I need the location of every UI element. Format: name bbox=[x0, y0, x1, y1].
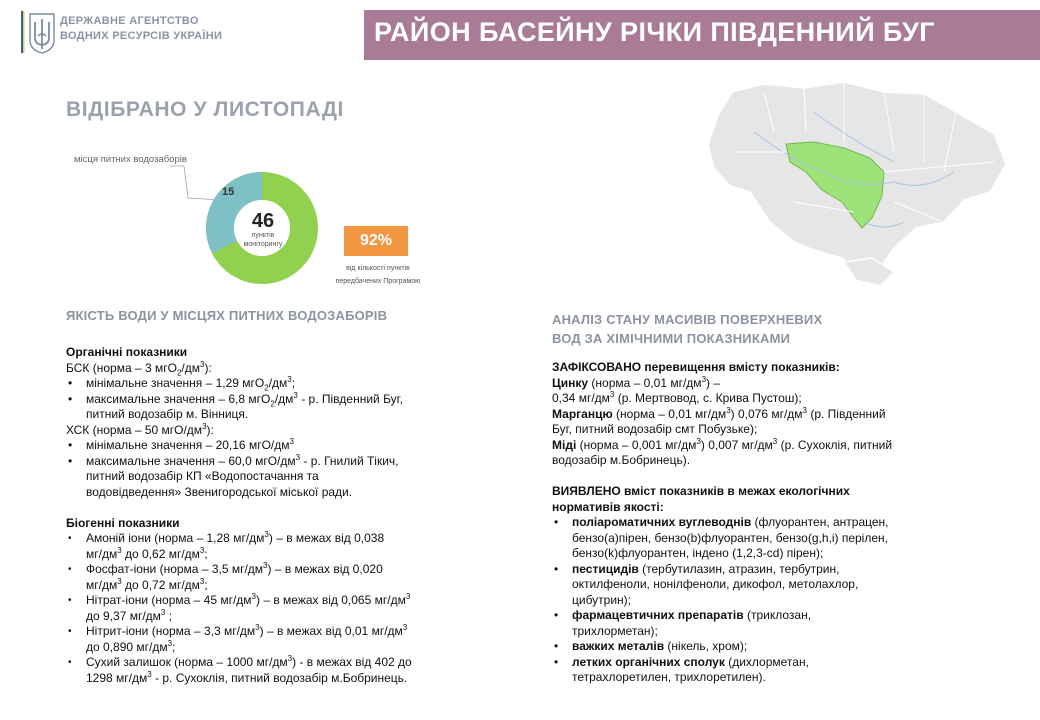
percent-caption bbox=[326, 262, 430, 288]
agency-name bbox=[60, 14, 222, 44]
right-heading-line-2: ВОД ЗА ХІМІЧНИМИ ПОКАЗНИКАМИ bbox=[552, 331, 791, 346]
selected-heading: ВІДІБРАНО У ЛИСТОПАДІ bbox=[66, 98, 344, 121]
pharma-item: • фармацевтичних препаратів (триклозан, трихлорметан); bbox=[552, 608, 992, 639]
biogenic-title: Біогенні показники bbox=[66, 515, 180, 530]
total-count: 46 bbox=[251, 210, 275, 232]
drinking-count: 15 bbox=[222, 186, 235, 198]
nitrite: • Нітрит-іони (норма – 3,3 $мг/дм^3$) – в межах від 0,01 $мг/дм^3$ до 0,890 $мг/дм^3$; bbox=[66, 624, 506, 655]
voc-item: • летких органічних сполук (дихлорметан, тетрахлоретилен, трихлоретилен). bbox=[552, 655, 992, 686]
percent-caption-2: передбачених Програмою bbox=[335, 278, 421, 285]
agency-line-2: ВОДНИХ РЕСУРСІВ УКРАЇНИ bbox=[60, 30, 223, 42]
dry-residue: • Сухий залишок (норма – 1000 $мг/дм^3$) - в межах від 402 до 1298 $мг/дм^3$ - р. Сухоклія, питний водозабір м.Бобринець. bbox=[66, 655, 506, 686]
phosphate: • Фосфат-іони (норма – 3,5 $мг/дм^3$) – в межах від 0,020 $мг/дм^3$ до 0,72 $мг/дм^3$; bbox=[66, 562, 506, 593]
bsk-title: БСК (норма – 3 $мгО_2/дм^3$): bbox=[66, 359, 212, 377]
found-title-1: ВИЯВЛЕНО вміст показників в межах екологічних bbox=[552, 484, 850, 498]
percent-badge: 92% bbox=[344, 226, 408, 256]
right-heading-line-1: АНАЛІЗ СТАНУ МАСИВІВ ПОВЕРХНЕВИХ bbox=[552, 312, 823, 327]
xsk-min: • мінімальне значення – 20,16 мгО/$дм^3$ bbox=[66, 438, 506, 454]
total-caption bbox=[231, 231, 295, 249]
copper-line-2: водозабір м.Бобринець). bbox=[552, 453, 691, 467]
pesticides-item: • пестицидів (тербутилазин, атразин, тербутрин, октилфеноли, нонілфеноли, дикофол, метолахлор, цибутрин); bbox=[552, 562, 992, 609]
zinc-line-2: 0,34 $мг/дм^3$ (р. Мертвовод, с. Крива Пустош); bbox=[552, 390, 802, 405]
right-content bbox=[552, 360, 992, 686]
organic-title: Органічні показники bbox=[66, 345, 188, 359]
trident-emblem-icon bbox=[20, 10, 56, 54]
xsk-title: ХСК (норма – 50 мгО/$дм^3$): bbox=[66, 421, 214, 437]
bsk-min: • мінімальне значення – 1,29 $мгО_2/дм^3$; bbox=[66, 376, 506, 392]
metals-item: • важких металів (нікель, хром); bbox=[552, 639, 992, 655]
manganese-line-2: Буг, питний водозабір смт Побузьке); bbox=[552, 422, 758, 436]
page-title: РАЙОН БАСЕЙНУ РІЧКИ ПІВДЕННИЙ БУГ bbox=[374, 17, 935, 47]
nitrate: • Нітрат-іони (норма – 45 $мг/дм^3$) – в межах від 0,065 $мг/дм^3$ до 9,37 $мг/дм^3$ ; bbox=[66, 593, 506, 624]
percent-caption-1: від кількості пунктів bbox=[346, 265, 410, 272]
pah-item: • поліароматичних вуглеводнів (флуорантен, антрацен, бензо(а)пірен, бензо(b)флуорантен, бензо(g,h,i) перілен, бензо(k)флуорантен, індено (1,2,3-cd) пірен); bbox=[552, 515, 992, 562]
left-section-heading: ЯКІСТЬ ВОДИ У МІСЦЯХ ПИТНИХ ВОДОЗАБОРІВ bbox=[66, 308, 388, 323]
ammonium: • Амоній іони (норма – 1,28 $мг/дм^3$) – в межах від 0,038 $мг/дм^3$ до 0,62 $мг/дм^3$; bbox=[66, 531, 506, 562]
xsk-max: • максимальне значення – 60,0 мгО/$дм^3$ - р. Гнилий Тікич, питний водозабір КП «Водопостачання та водовідведення» Звенигородської міської ради. bbox=[66, 454, 506, 501]
manganese-line-1: Марганцю (норма – 0,01 $мг/дм^3$) 0,076 $мг/дм^3$ (р. Південний bbox=[552, 405, 886, 421]
total-caption-2: моніторингу bbox=[243, 241, 283, 248]
fixed-title: ЗАФІКСОВАНО перевищення вмісту показників: bbox=[552, 360, 840, 374]
found-title-2: нормативів якості: bbox=[552, 499, 664, 514]
agency-line-1: ДЕРЖАВНЕ АГЕНТСТВО bbox=[60, 15, 199, 27]
copper-line-1: Міді (норма – 0,001 $мг/дм^3$) 0,007 $мг/дм^3$ (р. Сухоклія, питний bbox=[552, 436, 893, 452]
total-caption-1: пунктів bbox=[251, 232, 275, 239]
ukraine-basin-map bbox=[694, 72, 1014, 290]
bsk-max: • максимальне значення – 6,8 $мгО_2/дм^3$ - р. Південний Буг, питний водозабір м. Вінниця. bbox=[66, 392, 506, 423]
right-section-heading bbox=[552, 310, 822, 348]
left-content bbox=[66, 345, 506, 686]
donut-callout-label: місця питних водозаборів bbox=[74, 154, 187, 165]
zinc-line-1: Цинку (норма – 0,01 $мг/дм^3$) – bbox=[552, 374, 721, 390]
